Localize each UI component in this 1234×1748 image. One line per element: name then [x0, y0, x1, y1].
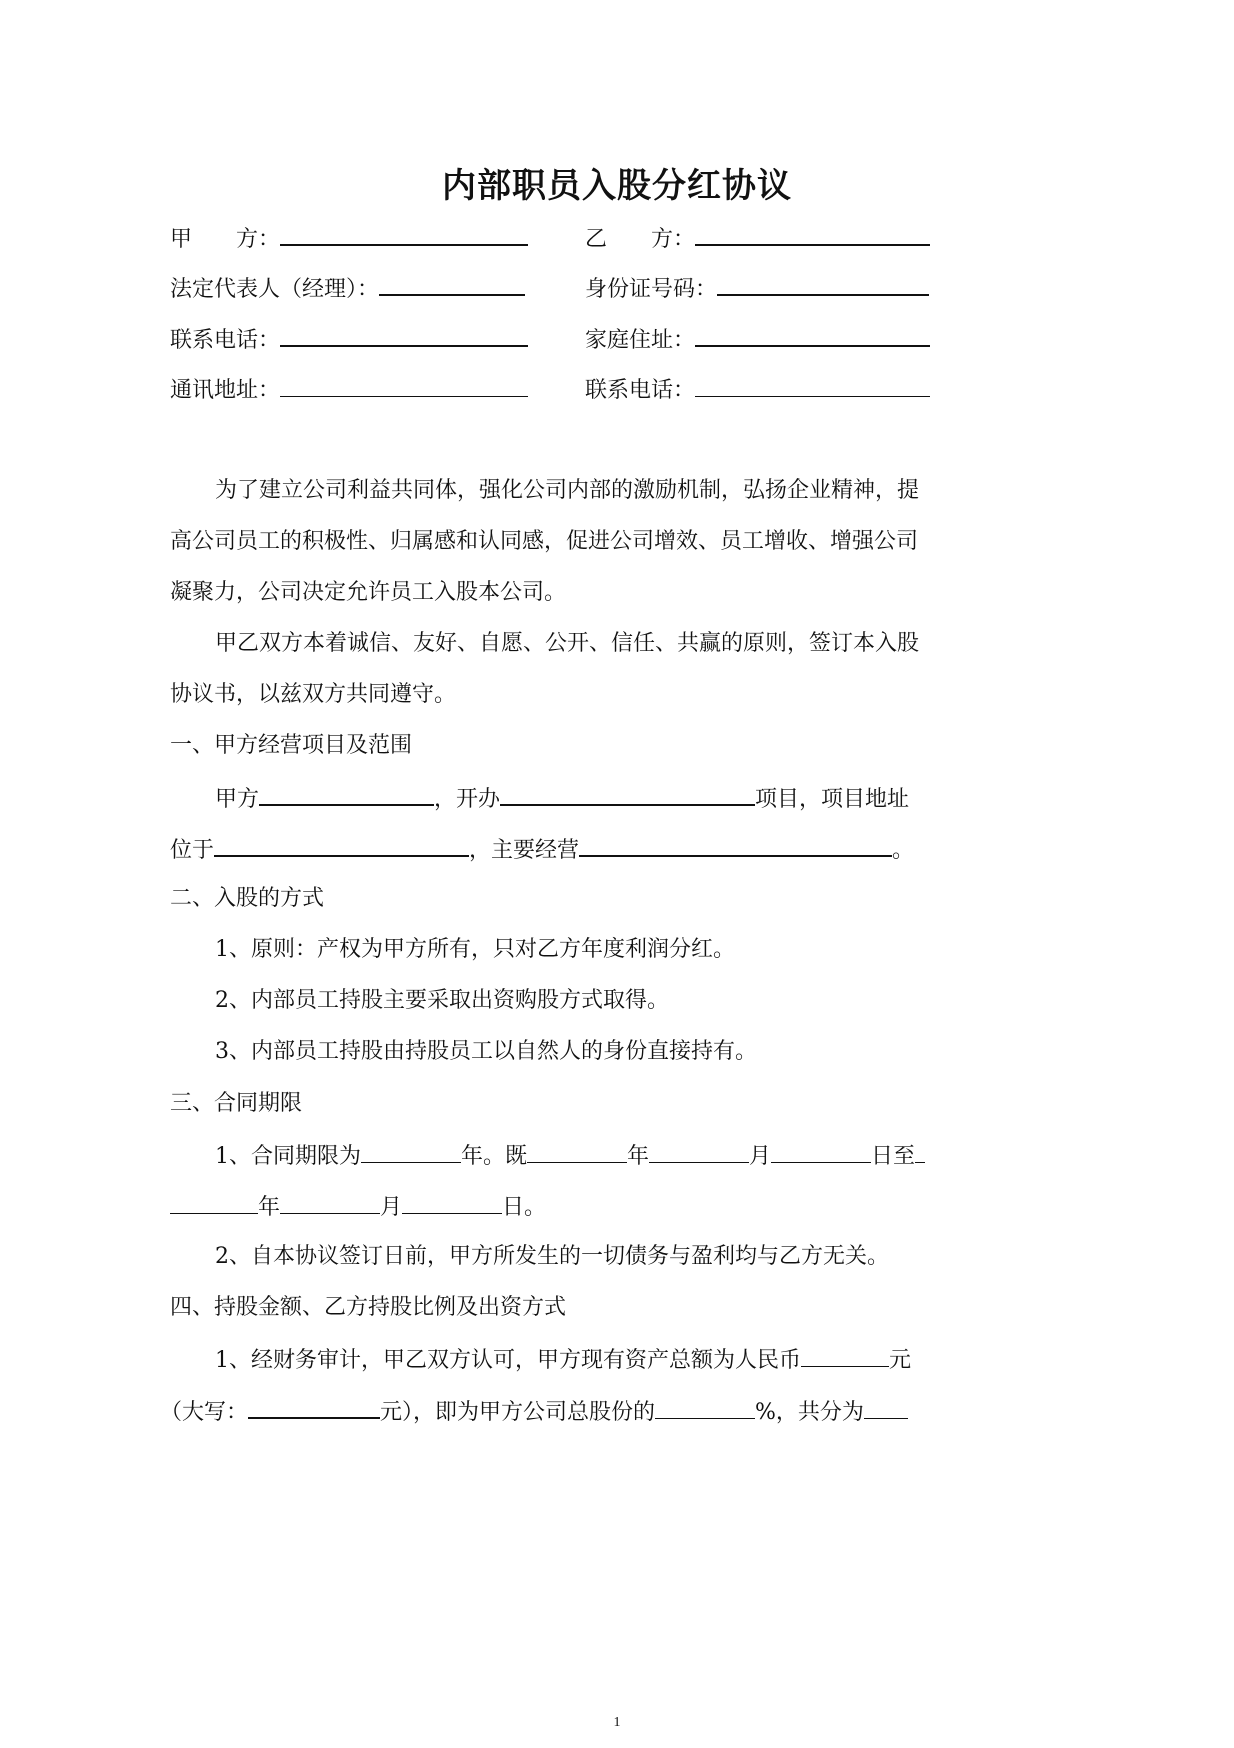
phone-b-row	[585, 374, 930, 406]
s1-l2-text-b: ，主要经营	[469, 838, 580, 863]
end-year-field-start[interactable]	[915, 1140, 925, 1163]
s1-l2-text-c: 。	[892, 838, 915, 863]
party-a-name-field[interactable]	[259, 782, 434, 806]
page-number: 1	[613, 1715, 621, 1730]
end-year-field[interactable]	[170, 1191, 258, 1214]
section-3-line1	[215, 1140, 925, 1172]
s3-l2-text-c: 日。	[502, 1195, 547, 1220]
section-3-line2	[170, 1191, 546, 1223]
business-scope-field[interactable]	[579, 833, 892, 857]
s1-l2-text-a: 位于	[170, 838, 215, 863]
section-2-item2: 2、内部员工持股主要采取出资购股方式取得。	[215, 988, 669, 1013]
intro-p1-line1: 为了建立公司利益共同体，强化公司内部的激励机制，弘扬企业精神，提	[215, 478, 920, 503]
s4-l1-text-b: 元	[889, 1348, 912, 1373]
mail-address-label: 通讯地址：	[170, 378, 281, 403]
party-b-label: 乙 方：	[585, 227, 696, 252]
s4-l2-text-a: （大写：	[160, 1400, 249, 1425]
home-address-label: 家庭住址：	[585, 328, 696, 353]
document-title: 内部职员入股分红协议	[442, 166, 792, 206]
legal-rep-label: 法定代表人（经理）：	[170, 277, 380, 302]
intro-p1-line3: 凝聚力，公司决定允许员工入股本公司。	[170, 580, 567, 605]
s1-l1-text-b: ，开办	[434, 787, 501, 812]
intro-p2-line1: 甲乙双方本着诚信、友好、自愿、公开、信任、共赢的原则，签订本入股	[215, 631, 920, 656]
section-3-heading: 三、合同期限	[170, 1091, 303, 1116]
party-a-row	[170, 222, 528, 255]
s1-l1-text-c: 项目，项目地址	[755, 787, 910, 812]
s3-l2-text-a: 年	[258, 1195, 281, 1220]
share-count-field[interactable]	[864, 1396, 908, 1419]
section-3-item2: 2、自本协议签订日前，甲方所发生的一切债务与盈利均与乙方无关。	[215, 1244, 889, 1269]
total-assets-field[interactable]	[801, 1344, 889, 1367]
s3-l1-text-c: 年	[627, 1144, 650, 1169]
s4-l1-text-a: 1、经财务审计，甲乙双方认可，甲方现有资产总额为人民币	[215, 1348, 801, 1373]
s3-l1-text-d: 月	[749, 1144, 772, 1169]
intro-p2-line2: 协议书，以兹双方共同遵守。	[170, 682, 457, 707]
section-2-item1: 1、原则：产权为甲方所有，只对乙方年度利润分红。	[215, 937, 735, 962]
party-b-row	[585, 222, 930, 255]
legal-rep-field[interactable]	[379, 272, 525, 296]
start-month-field[interactable]	[649, 1140, 749, 1163]
term-years-field[interactable]	[361, 1140, 461, 1163]
phone-a-row	[170, 323, 528, 356]
end-day-field[interactable]	[402, 1191, 502, 1214]
section-4-heading: 四、持股金额、乙方持股比例及出资方式	[170, 1295, 567, 1320]
intro-p1-line2: 高公司员工的积极性、归属感和认同感，促进公司增效、员工增收、增强公司	[170, 529, 919, 554]
section-2-item3: 3、内部员工持股由持股员工以自然人的身份直接持有。	[215, 1039, 757, 1064]
s4-l2-text-b: 元），即为甲方公司总股份的	[380, 1400, 656, 1425]
home-address-field[interactable]	[695, 323, 930, 347]
party-a-field[interactable]	[280, 222, 528, 246]
phone-a-label: 联系电话：	[170, 328, 281, 353]
section-2-heading: 二、入股的方式	[170, 886, 325, 911]
mail-address-field[interactable]	[280, 374, 528, 397]
amount-in-words-field[interactable]	[248, 1395, 380, 1419]
s3-l1-text-e: 日至	[871, 1144, 916, 1169]
id-number-label: 身份证号码：	[585, 277, 718, 302]
start-year-field[interactable]	[527, 1140, 627, 1163]
section-4-line1	[215, 1344, 911, 1376]
project-name-field[interactable]	[500, 782, 755, 806]
share-percent-field[interactable]	[655, 1396, 755, 1419]
s3-l1-text-b: 年。既	[461, 1144, 528, 1169]
section-1-line1	[215, 782, 909, 815]
s3-l2-text-b: 月	[380, 1195, 403, 1220]
start-day-field[interactable]	[771, 1140, 871, 1163]
project-location-field[interactable]	[214, 833, 469, 857]
id-number-row	[585, 272, 929, 305]
end-month-field[interactable]	[280, 1191, 380, 1214]
legal-rep-row	[170, 272, 525, 305]
id-number-field[interactable]	[717, 272, 929, 296]
phone-b-field[interactable]	[695, 374, 930, 397]
phone-a-field[interactable]	[280, 323, 528, 347]
s1-l1-text-a: 甲方	[215, 787, 260, 812]
section-1-heading: 一、甲方经营项目及范围	[170, 733, 413, 758]
s3-l1-text-a: 1、合同期限为	[215, 1144, 361, 1169]
party-b-field[interactable]	[695, 222, 930, 246]
party-a-label: 甲 方：	[170, 227, 281, 252]
mail-address-row	[170, 374, 528, 406]
section-4-line2	[160, 1395, 908, 1428]
section-1-line2	[170, 833, 914, 866]
s4-l2-text-c: %，共分为	[755, 1400, 864, 1425]
home-address-row	[585, 323, 930, 356]
phone-b-label: 联系电话：	[585, 378, 696, 403]
